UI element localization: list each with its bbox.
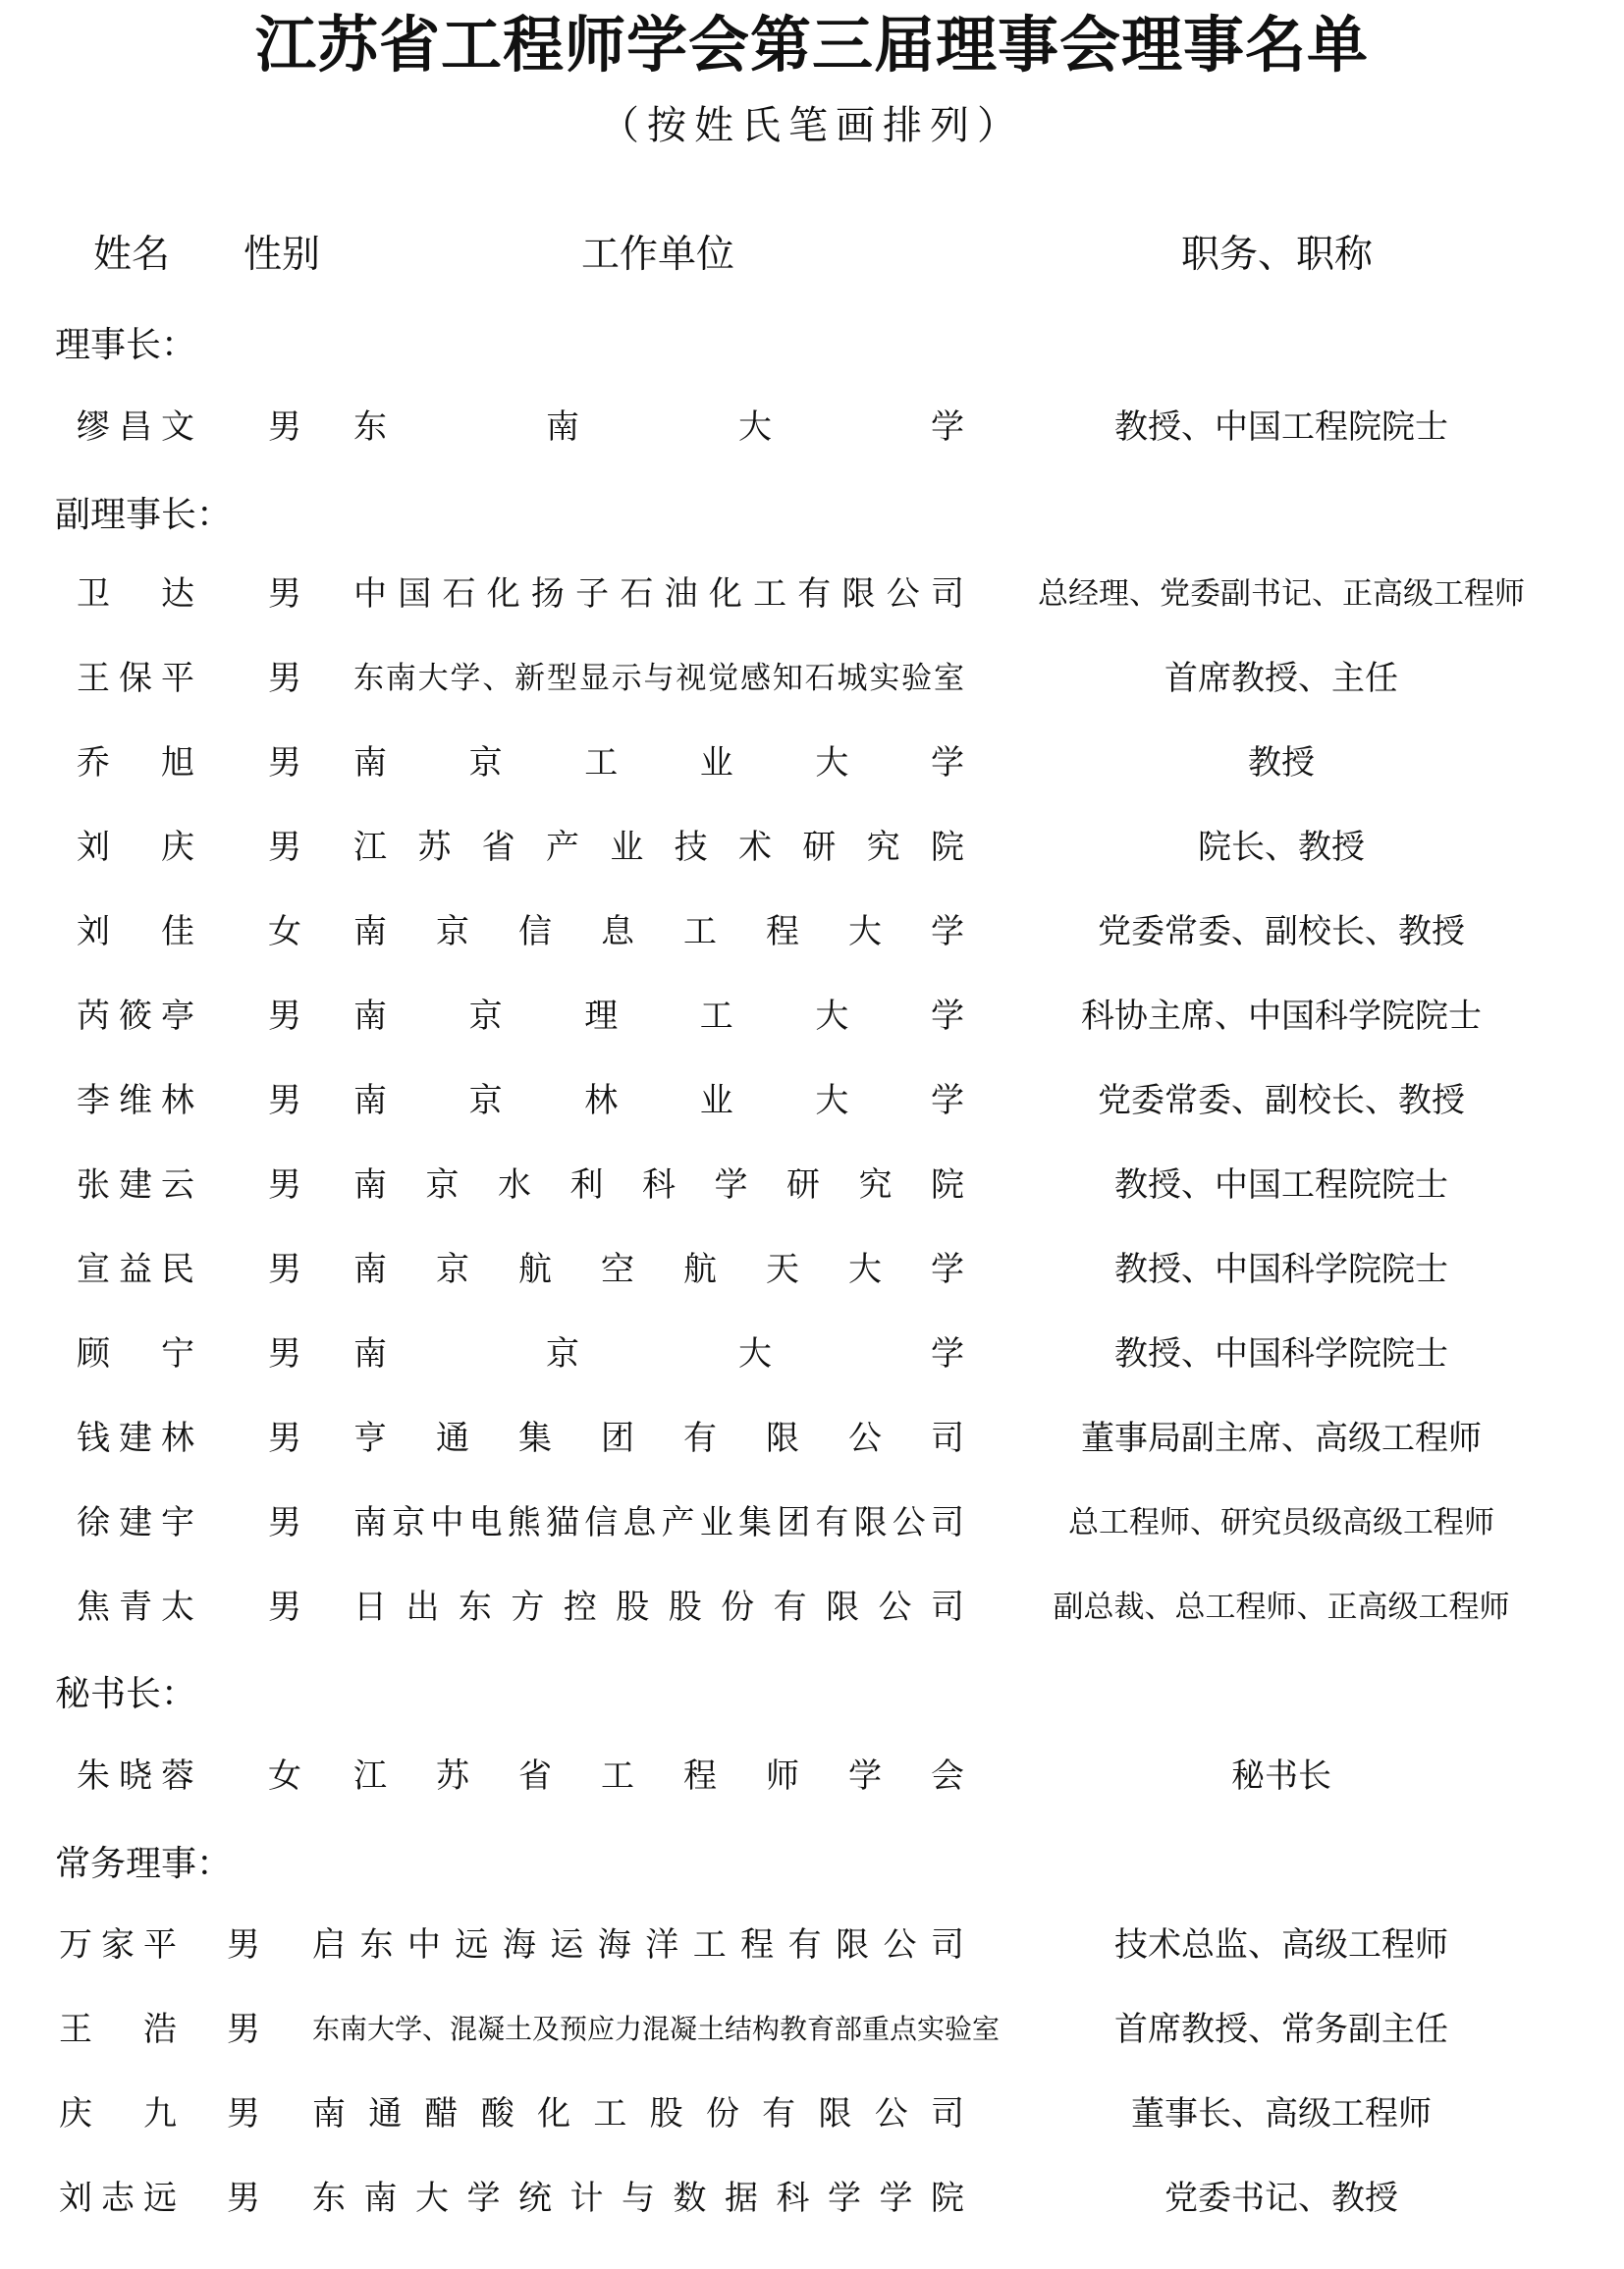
- member-gender: 男: [227, 2010, 260, 2049]
- table-row: [0, 1995, 1624, 2064]
- member-gender: 男: [268, 1334, 301, 1374]
- member-org: 南京理工大学: [353, 997, 964, 1036]
- member-gender: 男: [227, 2094, 260, 2134]
- table-row: [0, 560, 1624, 628]
- member-org: 南京信息工程大学: [353, 912, 964, 951]
- member-position: 总工程师、研究员级高级工程师: [1068, 1505, 1494, 1540]
- member-name: 刘佳: [77, 912, 194, 951]
- member-position: 院长、教授: [1198, 828, 1365, 867]
- member-position: 教授、中国科学院院士: [1114, 1250, 1448, 1289]
- section-heading-vice-chairs: 副理事长：: [55, 495, 233, 535]
- member-name: 钱建林: [77, 1419, 194, 1458]
- table-row: [0, 1151, 1624, 1219]
- document-title: 江苏省工程师学会第三届理事会理事名单: [254, 9, 1369, 81]
- member-position: 副总裁、总工程师、正高级工程师: [1053, 1590, 1510, 1625]
- column-header-gender: 性别: [244, 233, 321, 277]
- member-name: 张建云: [77, 1165, 194, 1205]
- member-name: 王浩: [59, 2010, 177, 2049]
- member-org: 南京工业大学: [353, 743, 964, 783]
- table-row: [0, 897, 1624, 966]
- table-row: [0, 1742, 1624, 1810]
- member-name: 朱晓蓉: [77, 1756, 194, 1796]
- member-gender: 男: [268, 743, 301, 783]
- member-org: 南京水利科学研究院: [353, 1165, 964, 1205]
- member-gender: 男: [268, 1419, 301, 1458]
- member-name: 缪昌文: [77, 407, 194, 447]
- table-row: [0, 982, 1624, 1051]
- column-header-name: 姓名: [93, 233, 171, 277]
- member-position: 董事长、高级工程师: [1131, 2094, 1432, 2134]
- table-row: [0, 2080, 1624, 2148]
- member-gender: 男: [268, 1165, 301, 1205]
- member-org: 东南大学、混凝土及预应力混凝土结构教育部重点实验室: [312, 2013, 1001, 2045]
- member-position: 技术总监、高级工程师: [1114, 1925, 1448, 1965]
- table-row: [0, 729, 1624, 797]
- member-name: 顾宁: [77, 1334, 194, 1374]
- member-position: 教授: [1248, 743, 1315, 783]
- member-org: 江苏省产业技术研究院: [353, 828, 964, 867]
- member-name: 卫达: [77, 574, 194, 614]
- table-row: [0, 813, 1624, 882]
- member-org: 南京中电熊猫信息产业集团有限公司: [353, 1503, 964, 1542]
- member-org: 中国石化扬子石油化工有限公司: [353, 574, 964, 614]
- member-gender: 男: [268, 997, 301, 1036]
- table-row: [0, 393, 1624, 461]
- member-name: 刘庆: [77, 828, 194, 867]
- member-gender: 男: [268, 659, 301, 698]
- member-position: 总经理、党委副书记、正高级工程师: [1038, 576, 1525, 612]
- member-name: 王保平: [77, 659, 194, 698]
- member-position: 党委常委、副校长、教授: [1098, 912, 1465, 951]
- member-org: 南京大学: [353, 1334, 964, 1374]
- member-position: 教授、中国工程院院士: [1114, 1165, 1448, 1205]
- member-gender: 男: [268, 1250, 301, 1289]
- member-name: 万家平: [59, 1925, 177, 1965]
- table-row: [0, 1235, 1624, 1304]
- member-position: 教授、中国科学院院士: [1114, 1334, 1448, 1374]
- section-heading-secretary-general: 秘书长：: [55, 1674, 197, 1714]
- table-row: [0, 2164, 1624, 2233]
- member-org: 东南大学: [353, 407, 964, 447]
- table-row: [0, 1911, 1624, 1979]
- table-row: [0, 1066, 1624, 1135]
- member-name: 刘志远: [59, 2179, 177, 2218]
- member-gender: 女: [268, 1756, 301, 1796]
- column-header-org: 工作单位: [581, 233, 735, 277]
- member-org: 南通醋酸化工股份有限公司: [312, 2094, 964, 2134]
- member-name: 焦青太: [77, 1588, 194, 1627]
- member-position: 党委书记、教授: [1164, 2179, 1398, 2218]
- member-org: 日出东方控股股份有限公司: [353, 1588, 964, 1627]
- member-name: 芮筱亭: [77, 997, 194, 1036]
- member-gender: 男: [227, 2179, 260, 2218]
- member-org: 启东中远海运海洋工程有限公司: [312, 1925, 964, 1965]
- member-name: 庆九: [59, 2094, 177, 2134]
- member-gender: 男: [268, 1081, 301, 1120]
- member-gender: 男: [268, 407, 301, 447]
- table-row: [0, 644, 1624, 713]
- member-gender: 男: [268, 1588, 301, 1627]
- member-gender: 女: [268, 912, 301, 951]
- member-org: 江苏省工程师学会: [353, 1756, 964, 1796]
- column-header-position: 职务、职称: [1181, 233, 1374, 277]
- member-position: 秘书长: [1231, 1756, 1331, 1796]
- table-row: [0, 1573, 1624, 1642]
- member-gender: 男: [268, 1503, 301, 1542]
- member-position: 科协主席、中国科学院院士: [1081, 997, 1482, 1036]
- member-position: 首席教授、主任: [1164, 659, 1398, 698]
- member-name: 乔旭: [77, 743, 194, 783]
- member-position: 党委常委、副校长、教授: [1098, 1081, 1465, 1120]
- section-heading-chair: 理事长：: [55, 325, 197, 365]
- member-name: 李维林: [77, 1081, 194, 1120]
- member-name: 徐建宇: [77, 1503, 194, 1542]
- member-org: 东南大学统计与数据科学学院: [312, 2179, 964, 2218]
- member-position: 董事局副主席、高级工程师: [1081, 1419, 1482, 1458]
- member-org: 南京航空航天大学: [353, 1250, 964, 1289]
- section-heading-standing: 常务理事：: [55, 1844, 233, 1884]
- document-subtitle: （按姓氏笔画排列）: [600, 103, 1024, 148]
- member-name: 宣益民: [77, 1250, 194, 1289]
- table-row: [0, 1320, 1624, 1388]
- member-org: 亨通集团有限公司: [353, 1419, 964, 1458]
- member-org: 南京林业大学: [353, 1081, 964, 1120]
- member-position: 教授、中国工程院院士: [1114, 407, 1448, 447]
- member-gender: 男: [268, 574, 301, 614]
- member-gender: 男: [227, 1925, 260, 1965]
- member-org: 东南大学、新型显示与视觉感知石城实验室: [353, 661, 964, 696]
- member-position: 首席教授、常务副主任: [1114, 2010, 1448, 2049]
- member-gender: 男: [268, 828, 301, 867]
- table-row: [0, 1404, 1624, 1473]
- table-row: [0, 1488, 1624, 1557]
